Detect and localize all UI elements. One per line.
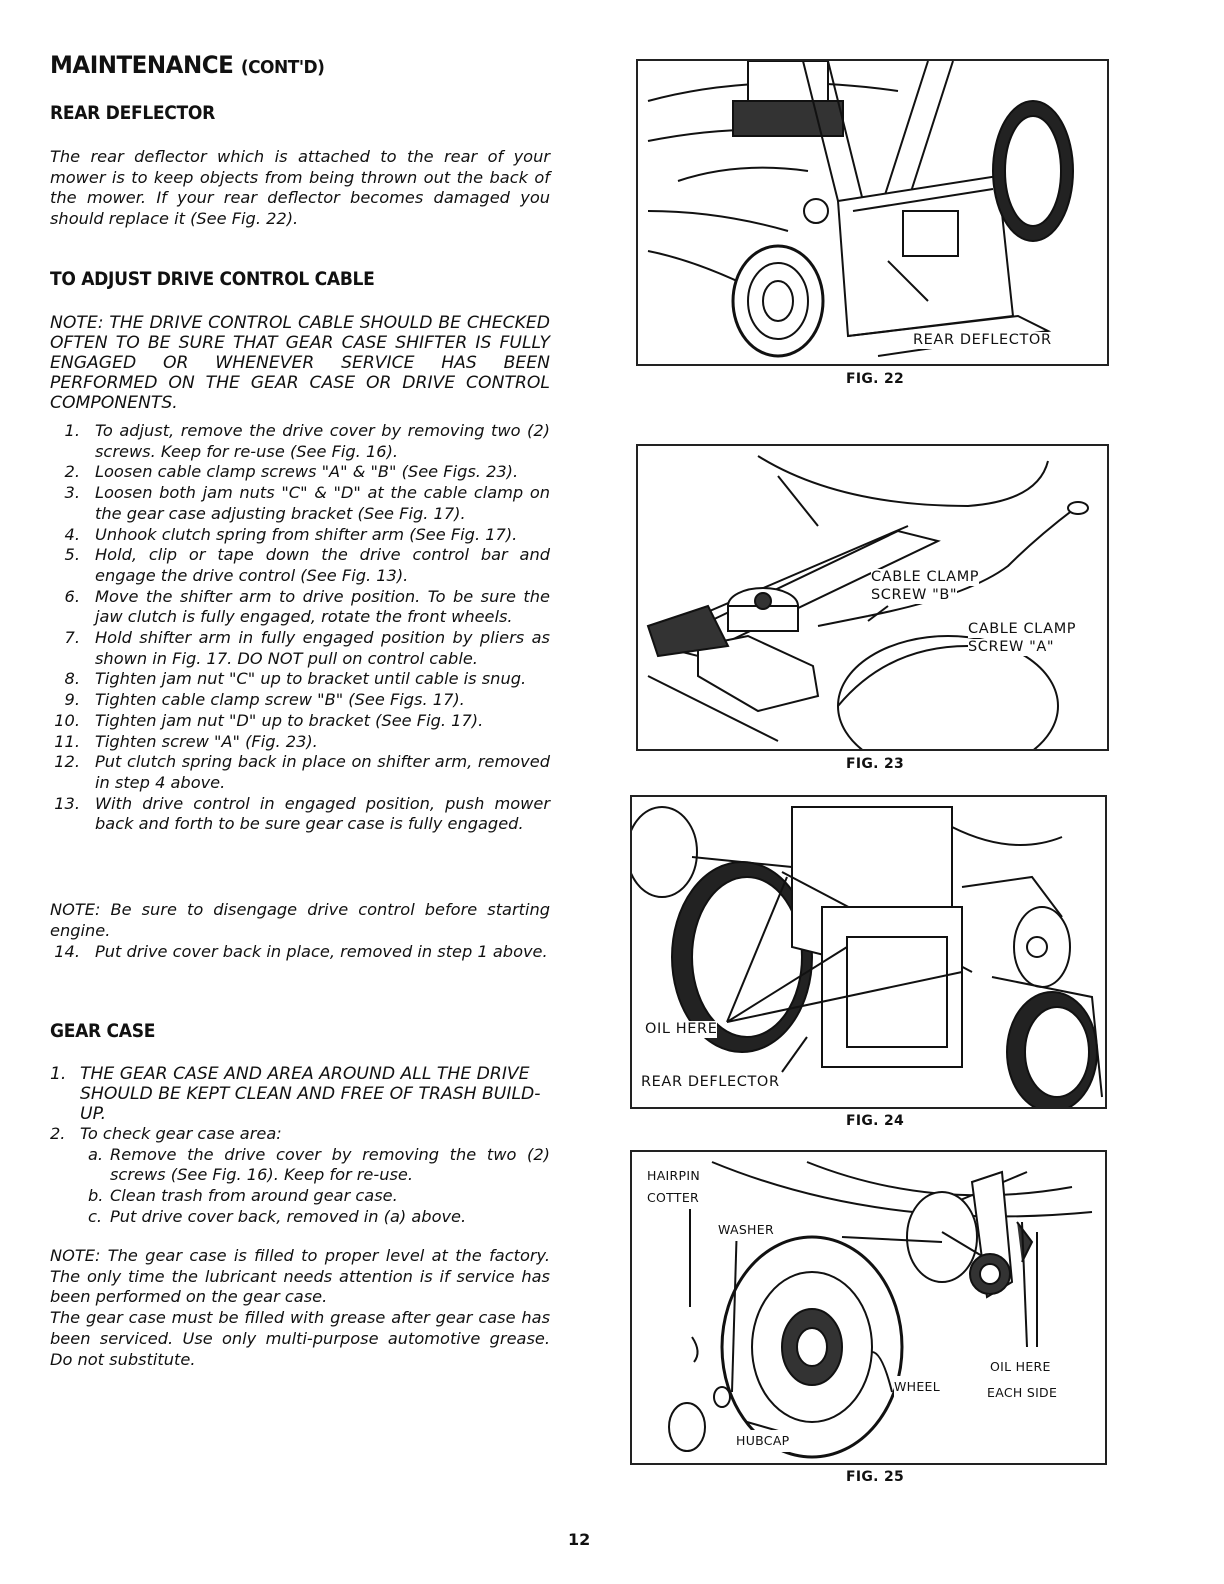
sub-item	[80, 1145, 550, 1186]
step-text: Put clutch spring back in place on shifter arm, removed in step 4 above.	[95, 752, 550, 792]
sub-item-text: Remove the drive cover by removing the two (2) screws (See Fig. 16). Keep for re-use.	[110, 1144, 550, 1185]
page-title-main: MAINTENANCE	[50, 52, 234, 80]
label-oil-here-line1: OIL HERE	[990, 1356, 1051, 1378]
step-number: 2.	[64, 462, 80, 482]
item-text: THE GEAR CASE AND AREA AROUND ALL THE DRIVE SHOULD BE KEPT CLEAN AND FREE OF TRASH BUILD-UP.	[80, 1064, 541, 1124]
step-item	[50, 752, 550, 793]
step-item	[50, 669, 550, 690]
label-oil-here: OIL HERE	[645, 1021, 718, 1037]
figure-24	[630, 795, 1107, 1109]
sub-item-text: Clean trash from around gear case.	[110, 1186, 398, 1206]
step-number: 5.	[64, 545, 80, 565]
step-number: 1.	[64, 421, 80, 440]
label-rear-deflector: REAR DEFLECTOR	[641, 1074, 780, 1090]
step-item	[50, 711, 550, 732]
step-text: Hold, clip or tape down the drive control bar and engage the drive control (See Fig. 13).	[95, 545, 550, 585]
step-item	[50, 794, 550, 835]
drive-cable-steps	[50, 421, 550, 835]
item-text: To check gear case area:	[80, 1124, 282, 1143]
drive-cable-heading: TO ADJUST DRIVE CONTROL CABLE	[50, 268, 375, 290]
oil-points-illustration	[632, 797, 1105, 1107]
gear-case-item	[50, 1124, 550, 1228]
sub-item	[80, 1207, 550, 1228]
step-number: 10.	[54, 710, 80, 730]
label-screw-b-line2: SCREW "B"	[871, 587, 958, 603]
step-number: 9.	[64, 690, 80, 710]
label-rear-deflector: REAR DEFLECTOR	[913, 332, 1052, 348]
figure-23	[636, 444, 1109, 751]
step-text: Loosen both jam nuts "C" & "D" at the cable clamp on the gear case adjusting bracket (See Fig. 17).	[95, 483, 550, 523]
label-hubcap: HUBCAP	[736, 1430, 790, 1452]
sub-item-letter: c.	[88, 1206, 103, 1226]
step-text: To adjust, remove the drive cover by removing two (2) screws. Keep for re-use (See Fig. 16).	[95, 421, 550, 461]
gear-case-sublist	[80, 1145, 550, 1228]
step-number: 13.	[54, 793, 80, 813]
mower-rear-illustration	[638, 61, 1107, 364]
page-number: 12	[568, 1530, 591, 1549]
rear-deflector-heading: REAR DEFLECTOR	[50, 102, 216, 124]
figure-25	[630, 1150, 1107, 1465]
step-number: 12.	[54, 752, 80, 772]
step-item	[50, 483, 550, 524]
step-text: Tighten jam nut "C" up to bracket until cable is snug.	[95, 669, 527, 689]
figure-25-caption: FIG. 25	[846, 1469, 905, 1485]
item-number: 2.	[50, 1124, 66, 1143]
gear-case-notes	[50, 1246, 550, 1370]
label-screw-a-line1: CABLE CLAMP	[968, 621, 1077, 637]
label-washer: WASHER	[718, 1219, 774, 1241]
figure-23-caption: FIG. 23	[846, 756, 905, 772]
step-number: 11.	[54, 731, 80, 751]
drive-cable-step14	[50, 942, 550, 963]
sub-item	[80, 1186, 550, 1207]
step-number: 14.	[54, 942, 80, 961]
step-number: 3.	[64, 483, 80, 503]
gear-case-list	[50, 1064, 550, 1228]
step-text: Unhook clutch spring from shifter arm (See Fig. 17).	[95, 524, 518, 544]
step-text: Loosen cable clamp screws "A" & "B" (See Figs. 23).	[95, 462, 519, 482]
sub-item-text: Put drive cover back, removed in (a) above.	[110, 1206, 467, 1226]
step-item	[50, 628, 550, 669]
label-hairpin-line1: HAIRPIN	[647, 1165, 700, 1187]
step-item	[50, 545, 550, 586]
gear-case-heading: GEAR CASE	[50, 1020, 156, 1042]
figure-24-caption: FIG. 24	[846, 1113, 905, 1129]
label-hairpin-line2: COTTER	[647, 1187, 699, 1209]
step-item	[50, 525, 550, 546]
label-screw-b-line1: CABLE CLAMP	[871, 569, 980, 585]
figure-22-caption: FIG. 22	[846, 371, 905, 387]
step-text: Hold shifter arm in fully engaged position by pliers as shown in Fig. 17. DO NOT pull on control cable.	[95, 628, 550, 668]
step-text: Tighten cable clamp screw "B" (See Figs. 17).	[95, 690, 465, 710]
gear-case-note-b: The gear case must be filled with grease after gear case has been serviced. Use only multi-purpose automotive grease. Do not substitute.	[50, 1308, 550, 1369]
label-oil-here-line2: EACH SIDE	[987, 1382, 1057, 1404]
page-title-sub: (CONT'D)	[240, 57, 325, 79]
sub-item-letter: b.	[88, 1186, 104, 1206]
step-item	[50, 732, 550, 753]
gear-case-item	[50, 1064, 550, 1124]
step-text: Tighten jam nut "D" up to bracket (See Fig. 17).	[95, 710, 484, 730]
step-number: 4.	[64, 524, 80, 544]
rear-deflector-text: The rear deflector which is attached to the rear of your mower is to keep objects from being thrown out the back of the mower. If your rear deflector becomes damaged you should replace it (See Fig. 22).	[50, 147, 550, 229]
step-text: Put drive cover back in place, removed in step 1 above.	[95, 942, 548, 961]
step-number: 7.	[64, 628, 80, 648]
step-item	[50, 942, 550, 963]
drive-cable-note: NOTE: THE DRIVE CONTROL CABLE SHOULD BE CHECKED OFTEN TO BE SURE THAT GEAR CASE SHIFTER IS FULLY ENGAGED OR WHENEVER SERVICE HAS BEEN PERFORMED ON THE GEAR CASE OR DRIVE CONTROL COMPONENTS.	[50, 313, 550, 413]
step-item	[50, 462, 550, 483]
drive-cable-note2: NOTE: Be sure to disengage drive control before starting engine.	[50, 900, 550, 940]
step-text: Move the shifter arm to drive position. To be sure the jaw clutch is fully engaged, rotate the front wheels.	[95, 586, 550, 627]
figure-22	[636, 59, 1109, 366]
wheel-assembly-illustration	[632, 1152, 1105, 1463]
step-item	[50, 421, 550, 462]
item-number: 1.	[50, 1064, 67, 1084]
step-text: With drive control in engaged position, push mower back and forth to be sure gear case is fully engaged.	[95, 793, 550, 834]
step-text: Tighten screw "A" (Fig. 23).	[95, 731, 318, 751]
step-number: 8.	[64, 669, 80, 689]
sub-item-letter: a.	[88, 1144, 104, 1164]
label-wheel: WHEEL	[894, 1376, 940, 1398]
label-screw-a-line2: SCREW "A"	[968, 639, 1055, 655]
step-number: 6.	[64, 586, 80, 606]
step-item	[50, 587, 550, 628]
gear-case-note-a: NOTE: The gear case is filled to proper level at the factory. The only time the lubricant needs attention is if service has been performed on the gear case.	[50, 1246, 550, 1307]
step-item	[50, 690, 550, 711]
page-title	[50, 52, 324, 79]
